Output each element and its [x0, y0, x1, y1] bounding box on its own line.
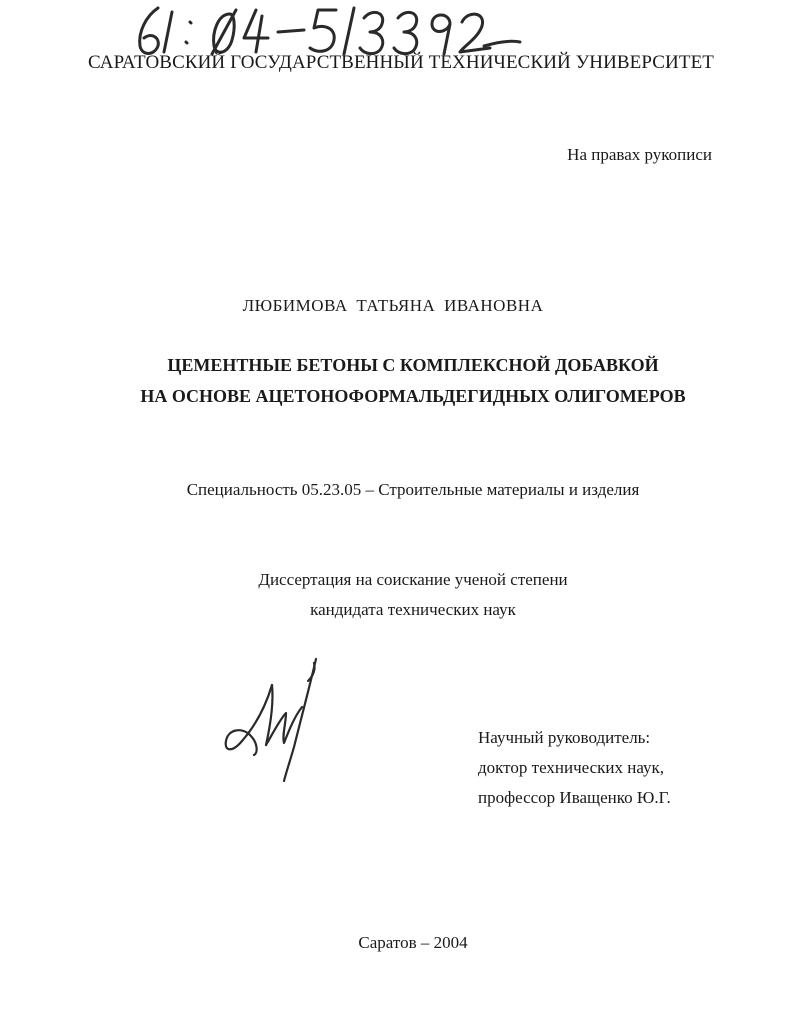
advisor-degree: доктор технических наук,	[478, 758, 665, 777]
specialty-line: Специальность 05.23.05 – Строительные материалы и изделия	[186, 480, 640, 499]
advisor-name: профессор Иващенко Ю.Г.	[478, 788, 671, 807]
city-and-year: Саратов – 2004	[358, 933, 468, 952]
author-name: ЛЮБИМОВА ТАТЬЯНА ИВАНОВНА	[242, 296, 544, 315]
university-name: САРАТОВСКИЙ ГОСУДАРСТВЕННЫЙ ТЕХНИЧЕСКИЙ УНИВЕРСИТЕТ	[87, 52, 714, 73]
dissertation-title-line-1: ЦЕМЕНТНЫЕ БЕТОНЫ С КОМПЛЕКСНОЙ ДОБАВКОЙ	[167, 355, 659, 375]
handwritten-signature	[220, 655, 330, 785]
manuscript-rights-note: На правах рукописи	[567, 145, 712, 164]
dissertation-type-line-2: кандидата технических наук	[310, 600, 516, 619]
dissertation-title-line-2: НА ОСНОВЕ АЦЕТОНОФОРМАЛЬДЕГИДНЫХ ОЛИГОМЕРОВ	[140, 386, 686, 406]
scientific-advisor-block	[478, 723, 671, 813]
advisor-label: Научный руководитель:	[478, 728, 651, 747]
dissertation-type-line-1: Диссертация на соискание ученой степени	[258, 570, 568, 589]
